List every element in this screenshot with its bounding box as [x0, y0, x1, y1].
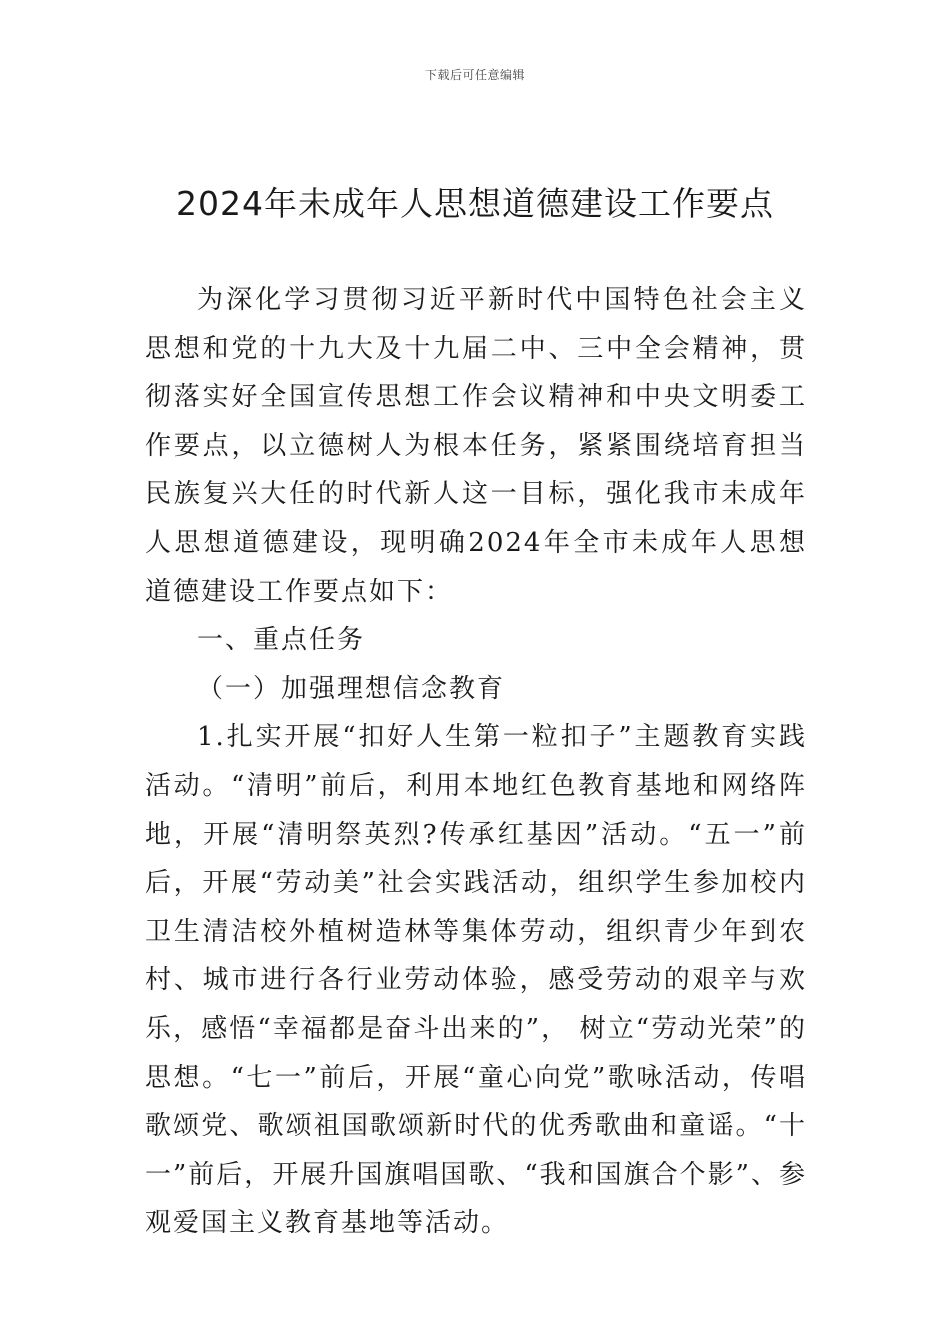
intro-paragraph: 为深化学习贯彻习近平新时代中国特色社会主义思想和党的十九大及十九届二中、三中全会精神，贯彻落实好全国宣传思想工作会议精神和中央文明委工作要点，以立德树人为根本任务，紧紧围绕培育担当民族复兴大任的时代新人这一目标，强化我市未成年人思想道德建设，现明确2024年全市未成年人思想道德建设工作要点如下： — [145, 285, 807, 607]
document-body — [145, 276, 807, 1248]
document-title: 2024年未成年人思想道德建设工作要点 — [176, 184, 774, 223]
item-paragraph-1: 1.扎实开展“扣好人生第一粒扣子”主题教育实践活动。“清明”前后，利用本地红色教育基地和网络阵地，开展“清明祭英烈?传承红基因”活动。“五一”前后，开展“劳动美”社会实践活动，组织学生参加校内卫生清洁校外植树造林等集体劳动，组织青少年到农村、城市进行各行业劳动体验，感受劳动的艰辛与欢乐，感悟“幸福都是奋斗出来的”， 树立“劳动光荣”的思想。“七一”前后，开展“童心向党”歌咏活动，传唱歌颂党、歌颂祖国歌颂新时代的优秀歌曲和童谣。“十一”前后，开展升国旗唱国歌、“我和国旗合个影”、参观爱国主义教育基地等活动。 — [145, 722, 807, 1239]
header-note: 下载后可任意编辑 — [424, 68, 525, 82]
subsection-heading-1: （一）加强理想信念教育 — [197, 673, 506, 704]
section-heading-1: 一、重点任务 — [197, 625, 366, 656]
